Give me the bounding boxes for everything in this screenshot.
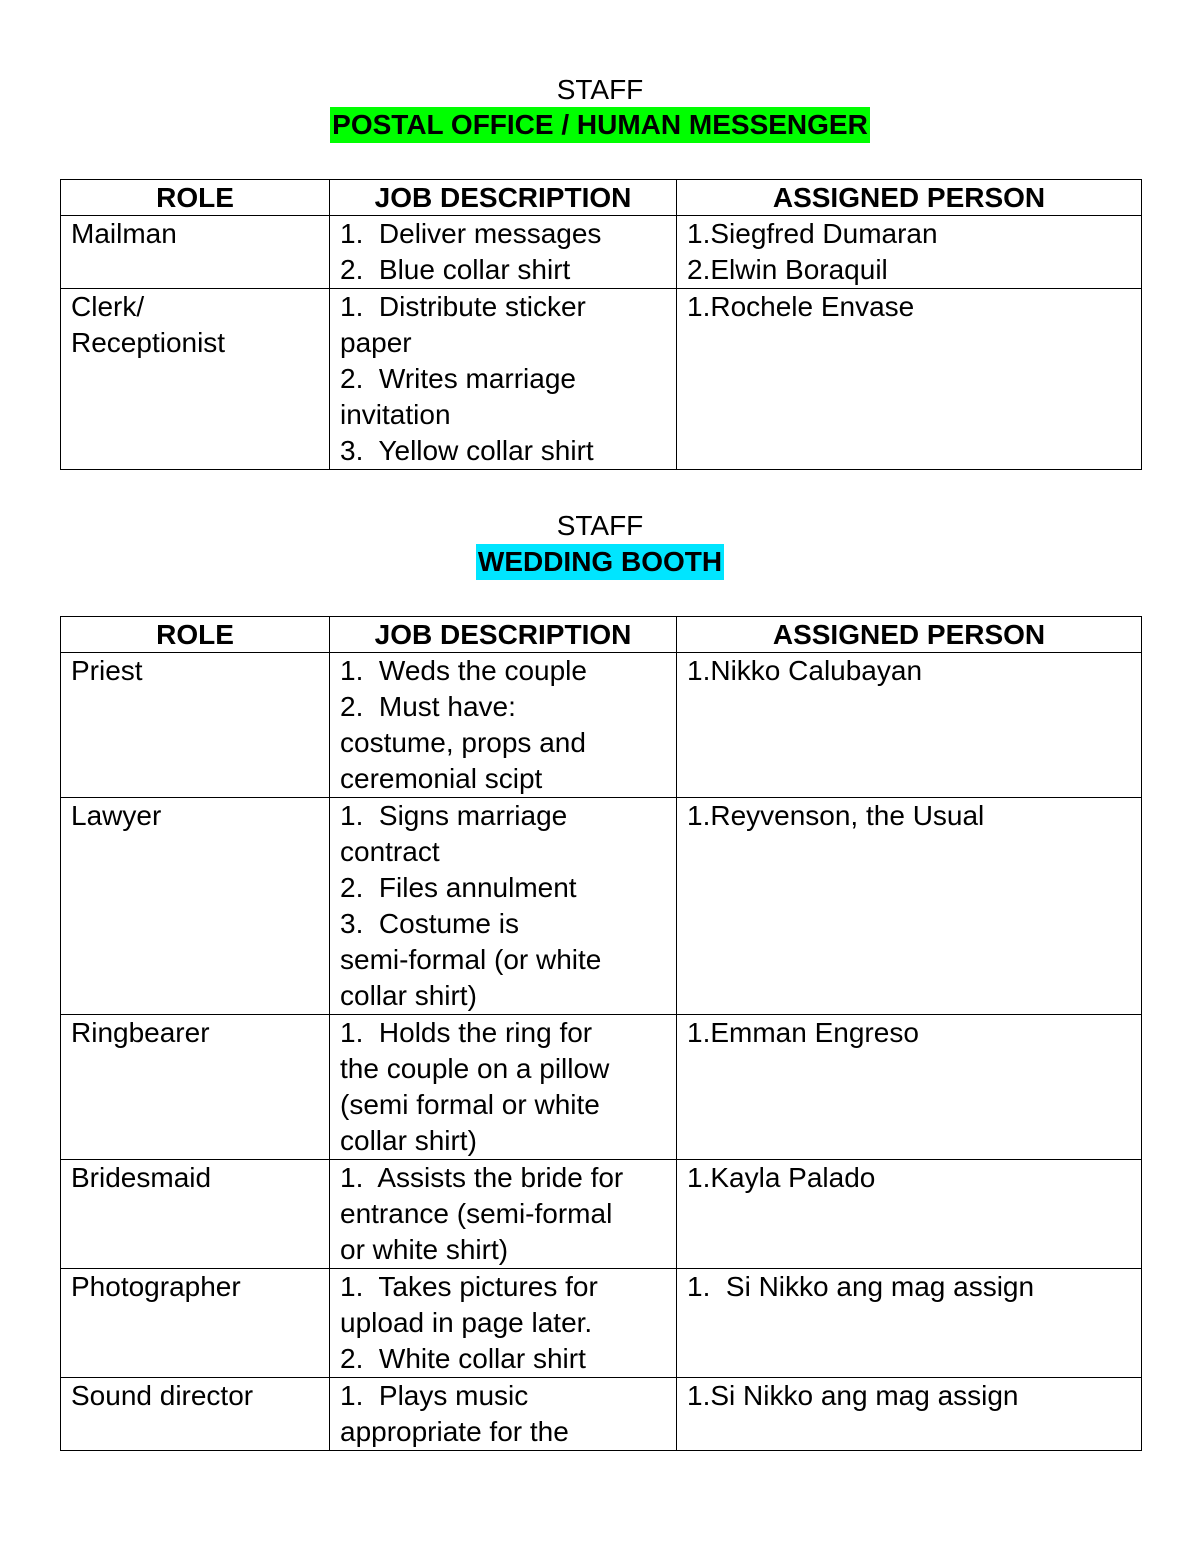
job-line: 2. Blue collar shirt xyxy=(340,254,571,285)
role-text: Clerk/ xyxy=(71,291,145,322)
person-line: 1.Nikko Calubayan xyxy=(687,655,923,686)
table-row xyxy=(61,1269,1142,1378)
job-cell xyxy=(330,1378,677,1451)
postal-staff-table xyxy=(60,179,1142,470)
person-cell xyxy=(677,216,1142,289)
header-assigned-person: ASSIGNED PERSON xyxy=(677,617,1142,653)
person-line: 1.Reyvenson, the Usual xyxy=(687,800,985,831)
header-role: ROLE xyxy=(61,180,330,216)
table-row xyxy=(61,1015,1142,1160)
job-line: semi-formal (or white xyxy=(340,944,602,975)
person-cell xyxy=(677,289,1142,470)
table-row xyxy=(61,653,1142,798)
role-cell xyxy=(61,1015,330,1160)
person-cell xyxy=(677,1378,1142,1451)
job-line: 1. Weds the couple xyxy=(340,655,587,686)
header-job-description: JOB DESCRIPTION xyxy=(330,180,677,216)
table-header-row xyxy=(61,617,1142,653)
header-assigned-person: ASSIGNED PERSON xyxy=(677,180,1142,216)
role-text: Bridesmaid xyxy=(71,1162,212,1193)
role-text: Sound director xyxy=(71,1380,254,1411)
role-text: Lawyer xyxy=(71,800,162,831)
person-line: 1.Rochele Envase xyxy=(687,291,915,322)
job-line: 2. Files annulment xyxy=(340,872,577,903)
section-title xyxy=(0,107,1200,143)
job-line: 1. Holds the ring for xyxy=(340,1017,593,1048)
wedding-staff-table xyxy=(60,616,1142,1451)
job-cell xyxy=(330,1015,677,1160)
job-line: collar shirt) xyxy=(340,980,477,1011)
job-line: 1. Deliver messages xyxy=(340,218,602,249)
person-line: 1.Emman Engreso xyxy=(687,1017,919,1048)
job-cell xyxy=(330,289,677,470)
header-role: ROLE xyxy=(61,617,330,653)
job-line: 1. Plays music xyxy=(340,1380,529,1411)
table-row xyxy=(61,216,1142,289)
section-title xyxy=(0,544,1200,580)
section-title-highlight: WEDDING BOOTH xyxy=(476,544,724,580)
table-header-row xyxy=(61,180,1142,216)
job-line: invitation xyxy=(340,399,451,430)
person-cell xyxy=(677,1269,1142,1378)
job-line: 3. Yellow collar shirt xyxy=(340,435,594,466)
job-line: or white shirt) xyxy=(340,1234,509,1265)
job-line: 1. Assists the bride for xyxy=(340,1162,624,1193)
job-cell xyxy=(330,798,677,1015)
job-line: entrance (semi-formal xyxy=(340,1198,613,1229)
role-text: Mailman xyxy=(71,218,177,249)
section-label: STAFF xyxy=(556,74,644,105)
header-job-description: JOB DESCRIPTION xyxy=(330,617,677,653)
role-cell xyxy=(61,1160,330,1269)
job-line: paper xyxy=(340,327,412,358)
person-line: 1.Siegfred Dumaran xyxy=(687,218,938,249)
job-line: 2. Writes marriage xyxy=(340,363,576,394)
section-title-highlight: POSTAL OFFICE / HUMAN MESSENGER xyxy=(330,107,870,143)
job-line: upload in page later. xyxy=(340,1307,593,1338)
job-line: 1. Signs marriage xyxy=(340,800,568,831)
role-text: Photographer xyxy=(71,1271,241,1302)
job-line: the couple on a pillow xyxy=(340,1053,610,1084)
role-cell xyxy=(61,1378,330,1451)
job-line: 3. Costume is xyxy=(340,908,519,939)
job-line: (semi formal or white xyxy=(340,1089,600,1120)
job-cell xyxy=(330,1160,677,1269)
job-line: 2. Must have: xyxy=(340,691,516,722)
role-cell xyxy=(61,653,330,798)
role-cell xyxy=(61,1269,330,1378)
job-line: appropriate for the xyxy=(340,1416,569,1447)
person-line: 1. Si Nikko ang mag assign xyxy=(687,1271,1035,1302)
job-cell xyxy=(330,1269,677,1378)
job-line: 2. White collar shirt xyxy=(340,1343,586,1374)
role-text: Receptionist xyxy=(71,327,226,358)
job-line: costume, props and xyxy=(340,727,586,758)
role-cell xyxy=(61,798,330,1015)
role-cell xyxy=(61,289,330,470)
job-line: 1. Takes pictures for xyxy=(340,1271,598,1302)
table-row xyxy=(61,798,1142,1015)
job-line: collar shirt) xyxy=(340,1125,477,1156)
table-row xyxy=(61,1378,1142,1451)
person-cell xyxy=(677,1160,1142,1269)
person-line: 1.Kayla Palado xyxy=(687,1162,876,1193)
job-line: ceremonial scipt xyxy=(340,763,543,794)
person-cell xyxy=(677,798,1142,1015)
role-text: Priest xyxy=(71,655,143,686)
job-cell xyxy=(330,653,677,798)
job-line: contract xyxy=(340,836,440,867)
job-line: 1. Distribute sticker xyxy=(340,291,586,322)
person-line: 2.Elwin Boraquil xyxy=(687,254,888,285)
person-line: 1.Si Nikko ang mag assign xyxy=(687,1380,1019,1411)
person-cell xyxy=(677,1015,1142,1160)
section-label: STAFF xyxy=(556,510,644,541)
person-cell xyxy=(677,653,1142,798)
role-cell xyxy=(61,216,330,289)
job-cell xyxy=(330,216,677,289)
role-text: Ringbearer xyxy=(71,1017,210,1048)
table-row xyxy=(61,289,1142,470)
table-row xyxy=(61,1160,1142,1269)
